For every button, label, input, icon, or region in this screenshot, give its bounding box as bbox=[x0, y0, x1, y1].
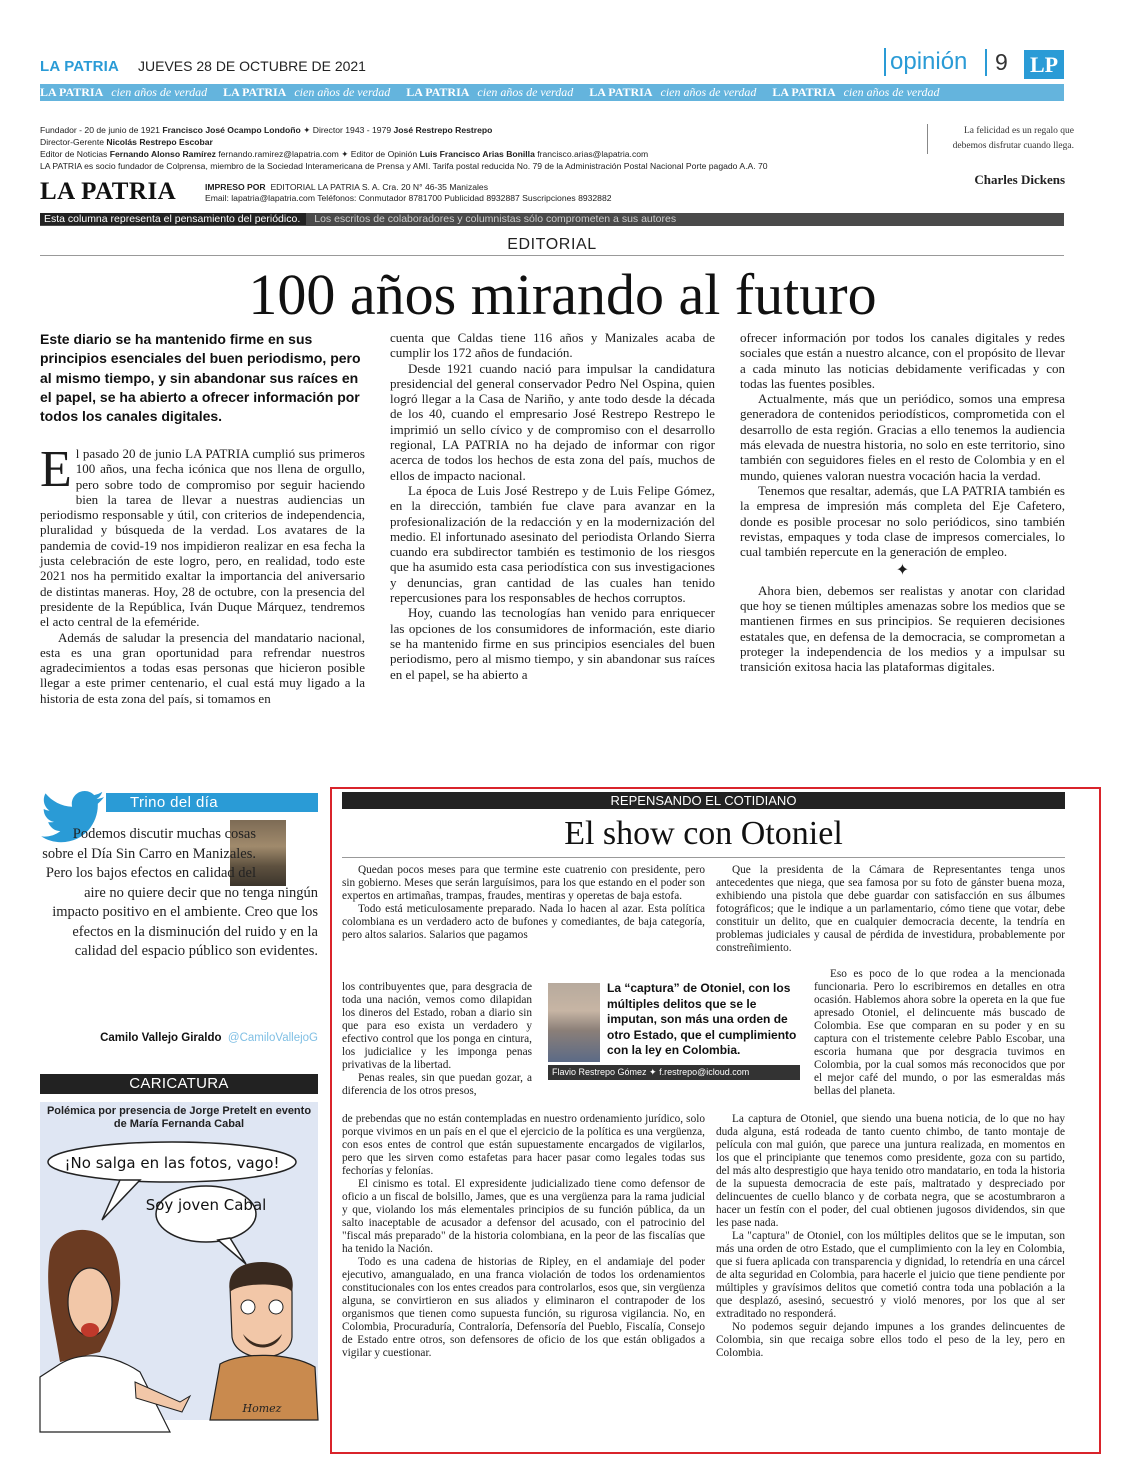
photo-spacer bbox=[256, 825, 318, 883]
credit-text: Fundador - 20 de junio de 1921 bbox=[40, 125, 160, 135]
trino-body: Podemos discutir muchas cosas sobre el Día Sin Carro en Manizales. Pero los bajos efectos en calidad del aire no quiere decir que no tenga ningún impacto positivo en el ambiente. Creo que los efectos en la disminución del ruido y en la calidad del espacio público son evidentes. bbox=[42, 826, 318, 959]
credit-name: Fernando Alonso Ramírez bbox=[109, 149, 216, 159]
cartoon-bubble-2-text: Soy joven Cabal bbox=[145, 1196, 267, 1214]
paragraph: Tenemos que resaltar, además, que LA PATRIA también es la empresa de impresión más completa del Eje Cafetero, donde es posible procesar no solo periódicos, sino también revistas, empaques y toda clase de impresos comerciales, lo cual también repercute en la generación de empleo. bbox=[740, 482, 1065, 560]
disclaimer-left: Esta columna representa el pensamiento del periódico. bbox=[40, 213, 306, 225]
paragraph: Que la presidenta de la Cámara de Representantes tenga unos antecedentes que niega, que sea famosa por su foto de gánster buena moza, exhibiendo una pistola que debe guardar con satisfacción en sus álbumes fotográficos; que le indique a un parlamentario, cómo tiene que votar, debe constituir un delito, que en cualquier democracia decente, la tendría en problemas judiciales y causal de pérdida de investidura, probablemente por constreñimiento. bbox=[716, 864, 1065, 954]
printer-info bbox=[205, 182, 905, 203]
paragraph: Quedan pocos meses para que termine este cuatrenio con presidente, pero sin gobierno. Meses que serán larguísimos, para los que estando en el poder son expertos en artimañas, trampas, fraudes, mentiras y operetas de baja estofa. bbox=[342, 864, 705, 902]
trino-text bbox=[40, 825, 318, 962]
column-title: El show con Otoniel bbox=[564, 815, 843, 852]
paragraph: La captura de Otoniel, que siendo una buena noticia, de lo que no hay duda alguna, está rodeada de tanto cuento chimbo, de tanto montaje de película con mal guión, que parece una juntura realizada, en momentos en los que el principiante que tenemos como presidente, goza con su partido, del más alto desprestigio que haya tenido otro mandatario, en toda la historia de la supuesta democracia de este país, maltratado y despreciado por delincuentes de cuello blanco y de corbata negra, que se acostumbraron a hacer un festín con el poder, del cual obtienen jugosos dividendos, sin que les pase nada. bbox=[716, 1113, 1065, 1229]
column-text-2c bbox=[716, 1113, 1065, 1433]
column-text-2a bbox=[716, 864, 1065, 968]
paper-name: LA PATRIA bbox=[40, 178, 177, 205]
ribbon-brand: LA PATRIA bbox=[40, 85, 104, 99]
column-text-1c bbox=[342, 1113, 705, 1431]
editorial-label: EDITORIAL bbox=[507, 236, 597, 253]
ribbon-tagline: cien años de verdad bbox=[843, 85, 940, 99]
credit-text: Director 1943 - 1979 bbox=[312, 125, 392, 135]
trino-author bbox=[40, 1032, 318, 1044]
credit-email: fernando.ramirez@lapatria.com bbox=[218, 149, 339, 159]
paragraph: No podemos seguir dejando impunes a los grandes delincuentes de Colombia, sin que recaiga sobre ellos todo el peso de la ley, pero en Colombia. bbox=[716, 1321, 1065, 1359]
paragraph: de prebendas que no están contempladas en nuestro ordenamiento jurídico, solo porque vivimos en un país en el que el ejercicio de la política es una vergüenza, con esos entes de control que están supuestamente encargados de vigilarlos, pero que les sirven como estafetas para hacer pasar como legales todas sus fechorías y felonías. bbox=[342, 1113, 705, 1177]
paragraph: La época de Luis José Restrepo y de Luis Felipe Gómez, en la dirección, también fue clave para avanzar en la profesionalización de la redacción y en la modernización del medio. El infortunado asesinato del periodista Orlando Sierra cuando era subdirector también es testimonio de los riesgos que ha asumido esta casa periodística con sus investigaciones y denuncias, gran cantidad de las cuales han tenido repercusiones para los responsables de hechos corruptos. bbox=[390, 482, 715, 606]
caricatura-label: CARICATURA bbox=[40, 1074, 318, 1094]
cartoon-caption: Polémica por presencia de Jorge Pretelt en evento de María Fernanda Cabal bbox=[46, 1105, 312, 1130]
editorial-column-3 bbox=[740, 330, 1065, 764]
ribbon bbox=[40, 84, 1064, 101]
paragraph: los contribuyentes que, para desgracia de toda una nación, vemos como dilapidan los dineros del Estado, roban a diario sin que para eso exista un verdadero y efectivo control que los ponga en cintura, los judicialice y les imponga penas privativas de la libertad. bbox=[342, 981, 532, 1071]
cartoon-signature: Homez bbox=[242, 1402, 282, 1415]
paragraph: El cinismo es total. El expresidente judicializado tiene como defensor de oficio a un fiscal de bolsillo, James, que es una vergüenza para la rama judicial y que, violando los más elementales principios de su función pública, da un salto inaceptable de acusador a defensor del acusado, con el patrocinio del "fiscal más preparado" de la historia colombiana, en la peor de las fiscalías que ha tenido la Nación. bbox=[342, 1178, 705, 1255]
paragraph: Hoy, cuando las tecnologías han venido para enriquecer las opciones de los consumidores de información, este diario se ha mantenido firme en sus principios esenciales del buen periodismo, pero al mismo tiempo, y sin abandonar sus raíces en el papel, se ha abierto a bbox=[390, 605, 715, 682]
trino-handle[interactable]: @CamiloVallejoG bbox=[227, 1032, 318, 1044]
credit-text: Editor de Opinión bbox=[350, 149, 418, 159]
editorial-column-1 bbox=[40, 441, 365, 764]
printer-label: IMPRESO POR bbox=[205, 182, 266, 192]
lp-logo: LP bbox=[1024, 50, 1064, 79]
pull-quote: La “captura” de Otoniel, con los múltiples delitos que se le imputan, son más una orden de otro Estado, que el cumplimiento con la ley en Colombia. bbox=[607, 981, 797, 1057]
credit-name: Luis Francisco Arias Bonilla bbox=[419, 149, 535, 159]
ribbon-tagline: cien años de verdad bbox=[294, 85, 391, 99]
disclaimer-strip bbox=[40, 213, 1064, 226]
masthead-credits: Fundador - 20 de junio de 1921 Francisco José Ocampo Londoño ✦ Director 1943 - 1979 José Restrepo Restrepo Director-Gerente Nicolás Restrepo Escobar Editor de Noticias Fernando Alonso Ramírez fernando.ramirez@lapatria.com ✦ Editor de Opinión Luis Francisco Arias Bonilla francisco.arias@lapatria.com LA PATRIA es socio fundador de Colprensa, miembro de la Sociedad Interamericana de Prensa y AMI. Tarifa postal reducida No. 79 de la Administración Postal Nacional Porte pagado A.A. 70 bbox=[40, 124, 910, 172]
column-text-2b bbox=[814, 968, 1065, 1113]
divider bbox=[40, 255, 1064, 256]
cartoon-bubble-1: ¡No salga en las fotos, vago! bbox=[64, 1154, 280, 1172]
paragraph: Además de saludar la presencia del mandatario nacional, esta es una gran oportunidad para refrendar nuestros agradecimientos a todas esas personas que hicieron posible llegar a este primer centenario, el cual está muy ligado a la historia de esta zona del país, si tomamos en bbox=[40, 629, 365, 706]
editorial-headline: 100 años mirando al futuro bbox=[248, 262, 877, 327]
credit-email: francisco.arias@lapatria.com bbox=[537, 149, 649, 159]
ribbon-brand: LA PATRIA bbox=[406, 85, 470, 99]
ribbon-tagline: cien años de verdad bbox=[477, 85, 574, 99]
printer-text: EDITORIAL LA PATRIA S. A. Cra. 20 N° 46-35 Manizales bbox=[270, 182, 489, 192]
brand-name: LA PATRIA bbox=[40, 58, 120, 75]
ribbon-brand: LA PATRIA bbox=[223, 85, 287, 99]
paragraph: Penas reales, sin que puedan gozar, a diferencia de los otros presos, bbox=[342, 1072, 532, 1097]
paragraph: Eso es poco de lo que rodea a la mencionada funcionaria. Pero lo escribiremos en detalles en otra ocasión. Hablemos ahora sobre la opereta en la que fue apresado Otoniel, el delincuente más buscado de Colombia. Ese que comparan en su poder y en su captura con el tristemente celebre Pablo Escobar, una escoria humana que por desgracia tuvimos en Colombia, por la cual somos más reconocidos que por el mejor café del mundo, o por las esmeraldas más bellas del planeta. bbox=[814, 968, 1065, 1097]
paragraph: Todo es una cadena de historias de Ripley, en el andamiaje del poder ejecutivo, amangualado, en una franca violación de todos los ordenamientos constitucionales con los entes creados para controlarlos, esos que, sin vergüenza alguna, se convirtieron en sus aliados y eliminaron el contrapoder de los organismos que tienen como supuesta función, su rigurosa vigilancia. No, en Colombia, Procuraduría, Contraloría, Defensoría del Pueblo, Fiscalía, Consejo de Estado entre otros, son defensores de oficio de los que están obligados a vigilar y cuestionar. bbox=[342, 1256, 705, 1359]
quote-author: Charles Dickens bbox=[974, 172, 1065, 187]
quote-text: La felicidad es un regalo que debemos disfrutar cuando llega. bbox=[927, 124, 1074, 154]
author-byline: Flavio Restrepo Gómez ✦ f.restrepo@icloud.com bbox=[548, 1065, 800, 1080]
drop-cap: E bbox=[40, 441, 72, 498]
credit-name: José Restrepo Restrepo bbox=[393, 125, 493, 135]
author-photo bbox=[548, 983, 600, 1062]
ribbon-tagline: cien años de verdad bbox=[660, 85, 757, 99]
trino-label: Trino del día bbox=[106, 793, 318, 812]
author-email[interactable]: f.restrepo@icloud.com bbox=[659, 1067, 750, 1077]
page-number: 9 bbox=[985, 49, 1008, 76]
contact-text: Email: lapatria@lapatria.com Teléfonos: Conmutador 8781700 Publicidad 8932887 Suscripciones 8932882 bbox=[205, 192, 612, 203]
separator-icon: ✦ bbox=[895, 562, 910, 580]
paragraph: Todo está meticulosamente preparado. Nada lo hacen al azar. Esta política colombiana es un verdadero acto de bufones y comediantes, de baja categoría, pero altos salarios. Salarios que pagamos bbox=[342, 903, 705, 941]
issue-date: JUEVES 28 DE OCTUBRE DE 2021 bbox=[138, 58, 366, 74]
credit-name: Nicolás Restrepo Escobar bbox=[106, 137, 213, 147]
ribbon-tagline: cien años de verdad bbox=[111, 85, 208, 99]
paragraph: Ahora bien, debemos ser realistas y anotar con claridad que hoy se tienen múltiples amenazas sobre los medios que se mantienen firmes en sus principios. Se requieren decisiones estatales que, en defensa de la democracia, se comprometan a proteger la independencia de los medios y a impulsar su transición exitosa hacia las plataformas digitales. bbox=[740, 582, 1065, 675]
column-text-1b bbox=[342, 981, 532, 1097]
paragraph: ofrecer información por todos los canales digitales y redes sociales que están a nuestro alcance, con el propósito de llevar a cada minuto las noticias debidamente verificadas y con todas las fuentes posibles. bbox=[740, 330, 1065, 391]
credit-name: Francisco José Ocampo Londoño bbox=[162, 125, 301, 135]
credit-text: Editor de Noticias bbox=[40, 149, 108, 159]
paragraph: Actualmente, más que un periódico, somos una empresa generadora de contenidos periodísticos, comprometida con el desarrollo de esta región. Gracias a ello tenemos la audiencia más elevada de nuestra historia, no solo en este territorio, sino también con seguidores fieles en el resto de Colombia y en el mundo, quienes valoran nuestra vocación hacia la verdad. bbox=[740, 391, 1065, 483]
disclaimer-right: Los escritos de colaboradores y columnistas sólo comprometen a sus autores bbox=[314, 213, 677, 225]
editorial-column-2 bbox=[390, 330, 715, 764]
section-name: opinión bbox=[884, 48, 967, 76]
editorial-lead: Este diario se ha mantenido firme en sus principios esenciales del buen periodismo, pero al mismo tiempo, y sin abandonar sus raíces en el papel, se ha abierto a ofrecer información por todos los canales digitales. bbox=[40, 331, 361, 425]
credit-text: Director-Gerente bbox=[40, 137, 104, 147]
paragraph: cuenta que Caldas tiene 116 años y Manizales acaba de cumplir los 172 años de fundación. bbox=[390, 330, 715, 361]
ribbon-brand: LA PATRIA bbox=[589, 85, 653, 99]
author-name: Flavio Restrepo Gómez bbox=[552, 1067, 647, 1077]
ribbon-brand: LA PATRIA bbox=[772, 85, 836, 99]
paragraph: l pasado 20 de junio LA PATRIA cumplió sus primeros 100 años, una fecha icónica que nos llena de orgullo, pero sobre todo de compromiso por seguir haciendo bien la tarea de llevar a nuestras audiencias un periodismo responsable y útil, con criterios de independencia, pluralidad y búsqueda de la verdad. Los avatares de la pandemia de covid-19 nos impidieron realizar en esa fecha la justa celebración de este logro, pero, en realidad, todo este 2021 nos ha permitido exaltar la importancia del aniversario de distintas maneras. Hoy, 28 de octubre, con la presencia del presidente de la República, Iván Duque Márquez, tendremos el acto central de la efeméride. bbox=[40, 446, 365, 630]
column-text-1a bbox=[342, 864, 705, 981]
paragraph: Desde 1921 cuando nació para impulsar la candidatura presidencial del general conservador Pedro Nel Ospina, quien logró llegar a la Casa de Nariño, y ante todo desde la década de los 40, cuando el empresario José Restrepo Restrepo le imprimió un sello cívico y de compromiso con el desarrollo regional, LA PATRIA no ha dejado de informar con rigor acerca de todos los hechos de esta zona del país, muchos de ellos de impacto nacional. bbox=[390, 360, 715, 483]
trino-author-name: Camilo Vallejo Giraldo bbox=[100, 1032, 222, 1044]
credit-text: LA PATRIA es socio fundador de Colprensa, miembro de la Sociedad Interamericana de Prensa y AMI. Tarifa postal reducida No. 79 de la Administración Postal Nacional Porte pagado A.A. 70 bbox=[40, 161, 768, 171]
column-section-label: REPENSANDO EL COTIDIANO bbox=[342, 792, 1065, 809]
cartoon-bubble-2 bbox=[146, 1196, 267, 1214]
cartoon-illustration bbox=[40, 1102, 318, 1420]
divider bbox=[342, 857, 1065, 858]
paragraph: La "captura" de Otoniel, con los múltiples delitos que se le imputan, son más una orden de otro Estado, que el cumplimiento con la ley en Colombia, que si fuera aplicada con transparencia y dignidad, lo retendría en una cárcel de alta seguridad en Colombia, para hacerle el juicio que tiene pendiente por múltiples y gravísimos delitos que cometió contra toda una población a la que desplazó, asesinó, secuestró y violó menores, por los que al ser extraditado no responderá. bbox=[716, 1230, 1065, 1320]
